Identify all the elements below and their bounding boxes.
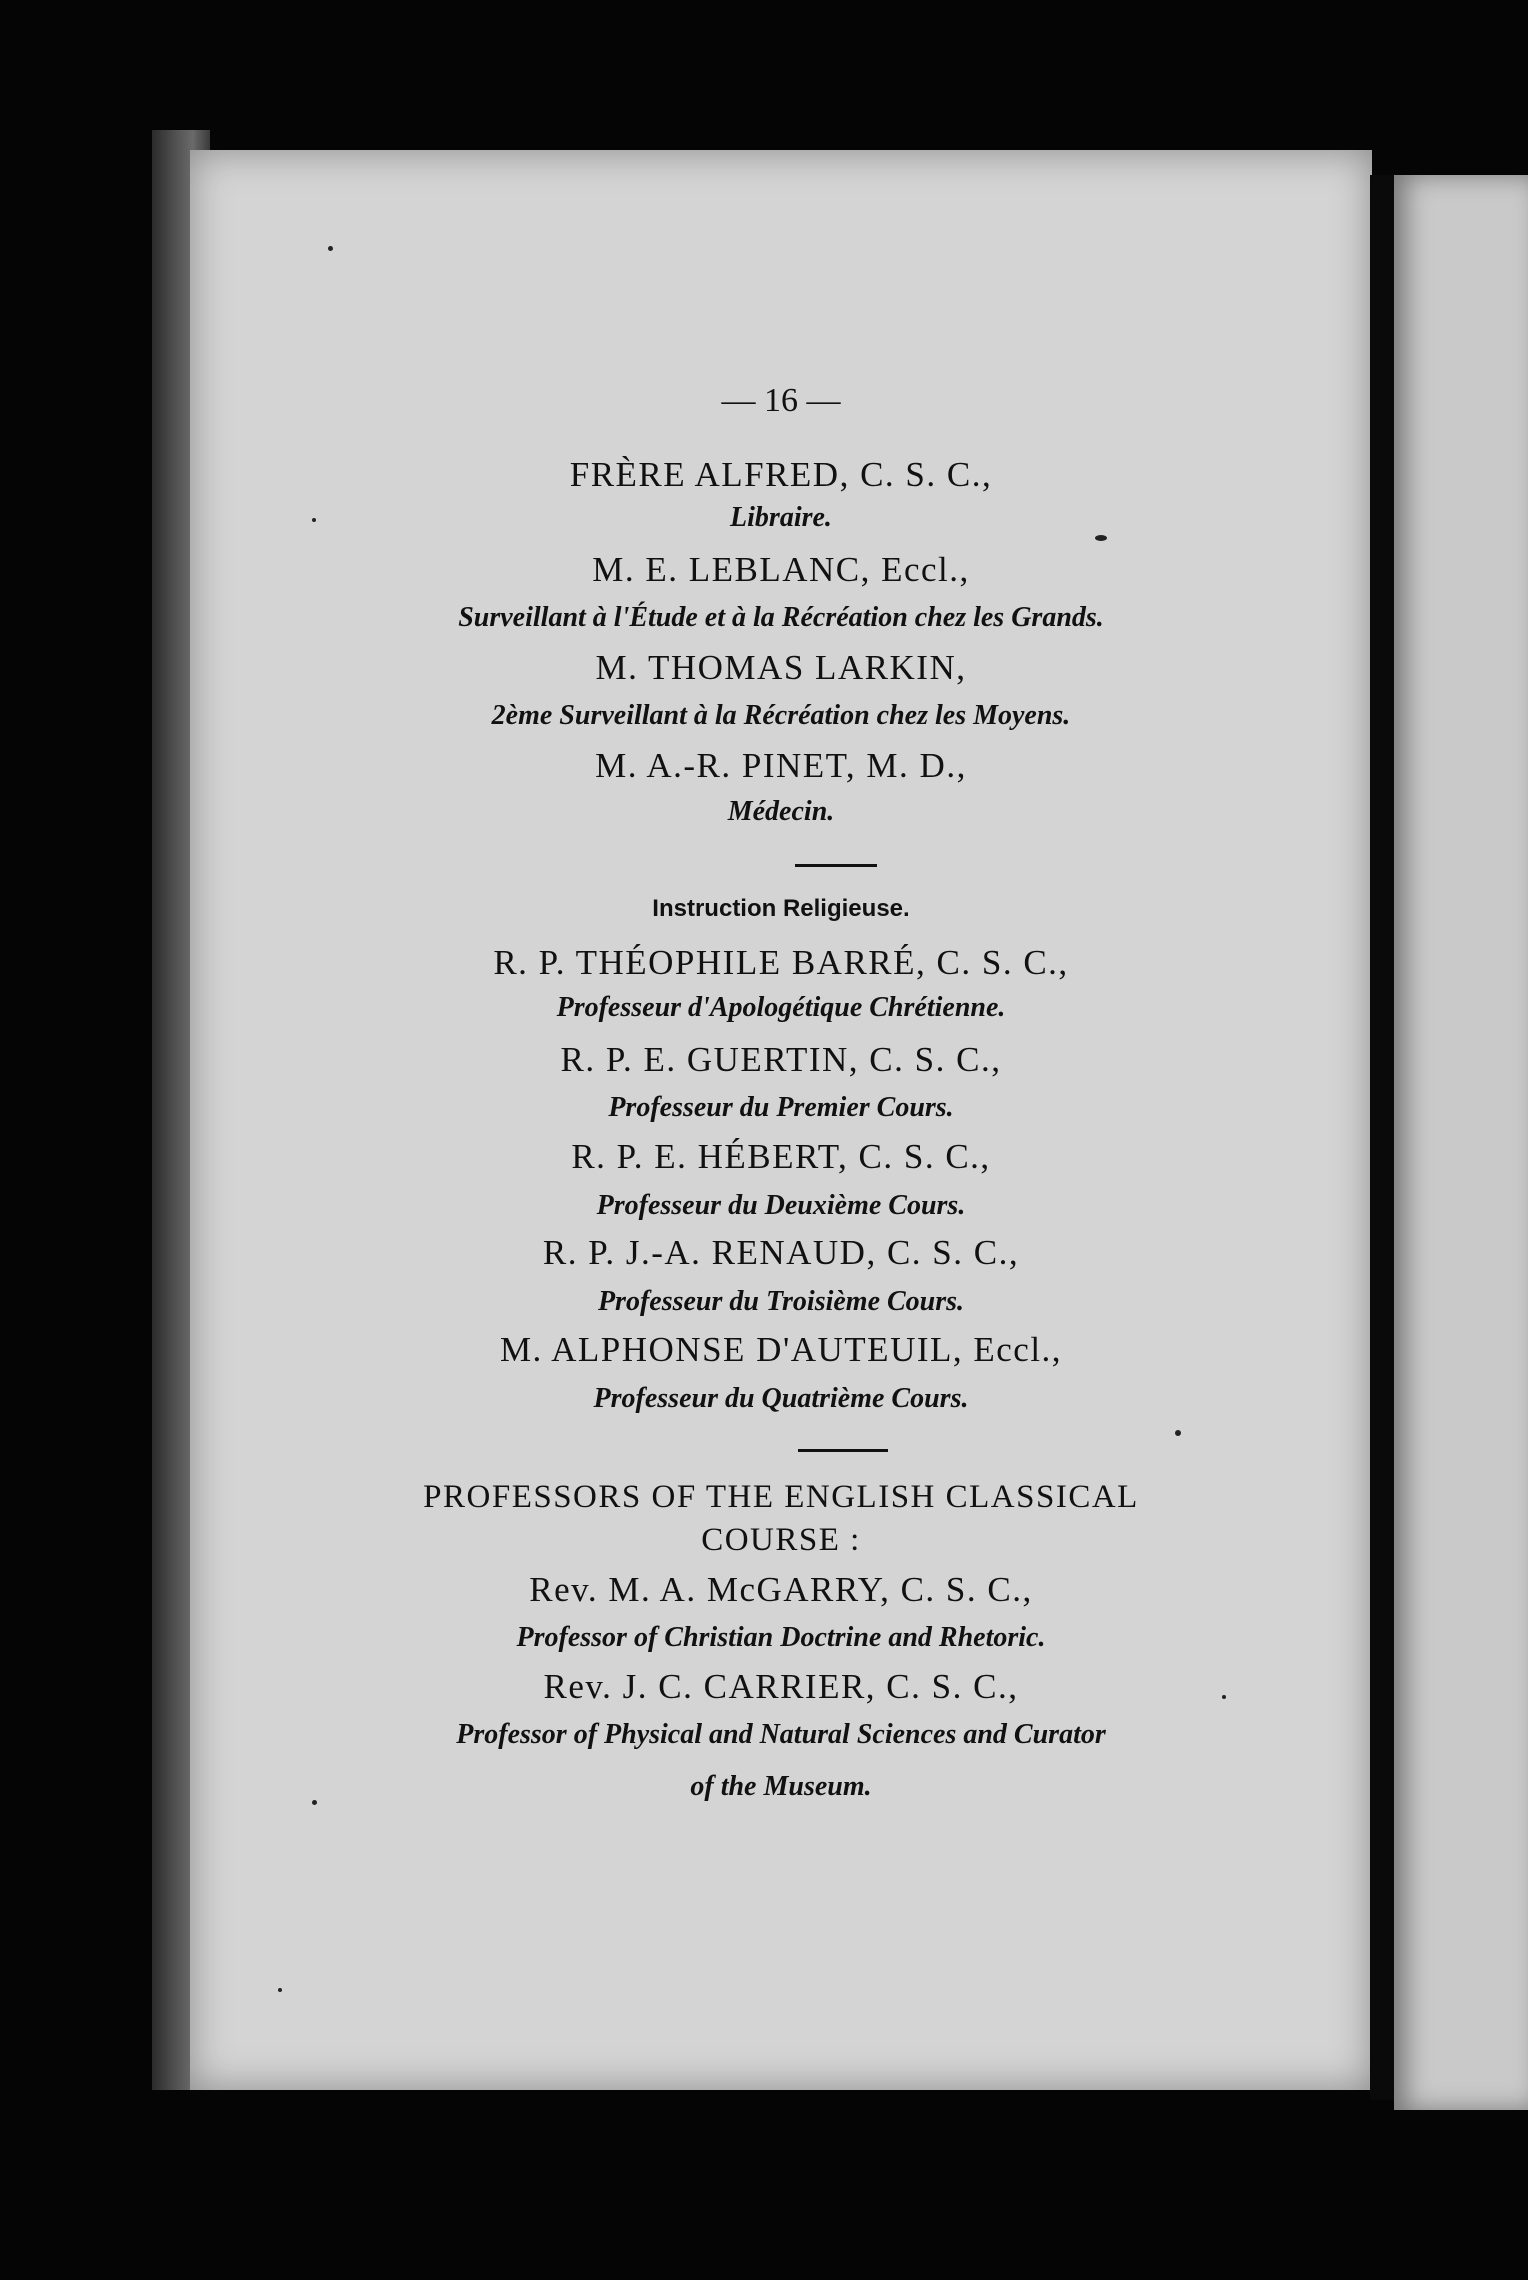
ink-speck [278, 1988, 282, 1992]
entry-role: Surveillant à l'Étude et à la Récréation chez les Grands. [458, 602, 1104, 633]
entry-name: R. P. E. HÉBERT, C. S. C., [571, 1137, 991, 1176]
entry-name: R. P. E. GUERTIN, C. S. C., [560, 1040, 1002, 1079]
page-number: — 16 — [721, 382, 841, 419]
ink-speck [312, 518, 316, 522]
ink-speck [312, 1800, 317, 1805]
entry-role: Médecin. [727, 796, 835, 827]
ink-speck [1222, 1695, 1226, 1699]
entry-role: Professeur du Deuxième Cours. [596, 1190, 966, 1221]
entry-name: R. P. THÉOPHILE BARRÉ, C. S. C., [493, 943, 1069, 982]
page-text [190, 150, 1372, 2090]
section-divider [798, 1449, 888, 1452]
entry-name: M. ALPHONSE D'AUTEUIL, Eccl., [499, 1330, 1063, 1369]
entry-name: Rev. M. A. McGARRY, C. S. C., [529, 1570, 1033, 1609]
section-divider [795, 864, 877, 867]
entry-name: Rev. J. C. CARRIER, C. S. C., [543, 1667, 1019, 1706]
entry-role: Professor of Christian Doctrine and Rhetoric. [516, 1622, 1046, 1653]
entry-name: M. A.-R. PINET, M. D., [595, 746, 967, 785]
ink-speck [328, 246, 333, 251]
entry-role: Professeur du Troisième Cours. [597, 1286, 965, 1317]
page-gutter [1370, 175, 1394, 2100]
section-heading: Instruction Religieuse. [652, 895, 910, 922]
ink-speck [1095, 535, 1107, 541]
entry-role: of the Museum. [690, 1771, 872, 1802]
right-page-edge [1394, 175, 1528, 2110]
entry-role: Professeur du Quatrième Cours. [593, 1383, 969, 1414]
entry-name: FRÈRE ALFRED, C. S. C., [569, 455, 993, 494]
ink-speck [1175, 1430, 1181, 1436]
section-heading: COURSE : [701, 1522, 861, 1558]
entry-role: Professeur du Premier Cours. [608, 1092, 954, 1123]
entry-name: R. P. J.-A. RENAUD, C. S. C., [542, 1233, 1020, 1272]
entry-name: M. THOMAS LARKIN, [595, 648, 967, 687]
entry-role: 2ème Surveillant à la Récréation chez les Moyens. [491, 700, 1071, 731]
entry-name: M. E. LEBLANC, Eccl., [592, 550, 970, 589]
entry-role: Professor of Physical and Natural Sciences and Curator [456, 1719, 1106, 1750]
section-heading: PROFESSORS OF THE ENGLISH CLASSICAL [423, 1479, 1139, 1515]
entry-role: Libraire. [730, 502, 832, 533]
entry-role: Professeur d'Apologétique Chrétienne. [556, 992, 1006, 1023]
